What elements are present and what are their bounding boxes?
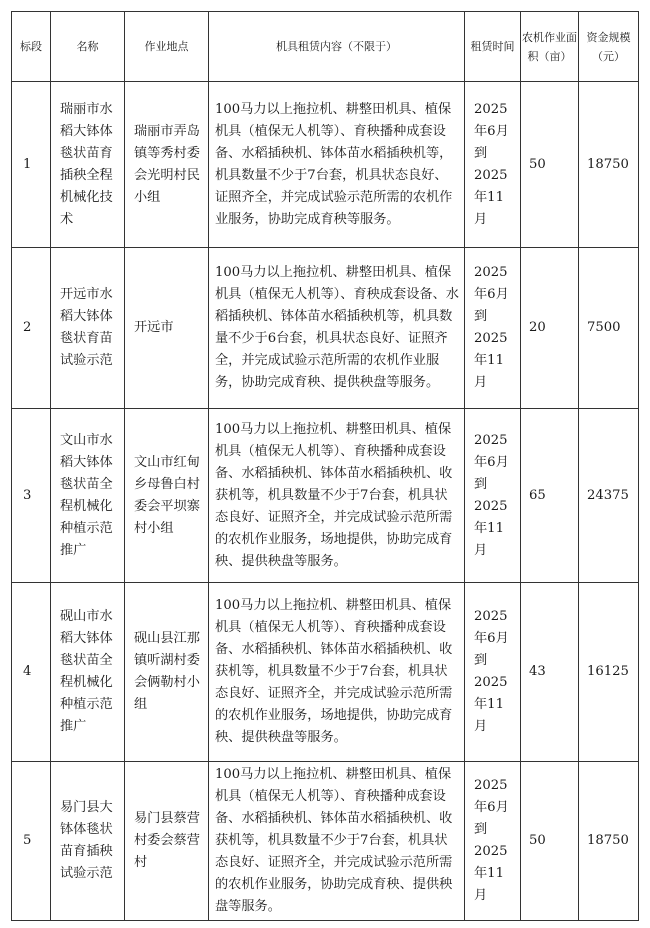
cell-fund: 18750 <box>579 82 639 248</box>
cell-location: 开远市 <box>125 248 209 409</box>
cell-index: 2 <box>12 248 51 409</box>
cell-fund: 24375 <box>579 409 639 583</box>
header-name: 名称 <box>51 12 125 82</box>
cell-period: 2025年6月到2025年11月 <box>465 82 521 248</box>
header-fund: 资金规模（元） <box>579 12 639 82</box>
cell-period: 2025年6月到2025年11月 <box>465 409 521 583</box>
table-row <box>12 248 639 409</box>
cell-location: 砚山县江那镇听湖村委会俩勒村小组 <box>125 583 209 762</box>
cell-fund: 16125 <box>579 583 639 762</box>
header-row <box>12 12 639 82</box>
cell-content: 100马力以上拖拉机、耕整田机具、植保机具（植保无人机等）、育秧播种成套设备、水稻插秧机、钵体苗水稻插秧机等，机具数量不少于7台套，机具状态良好、证照齐全，并完成试验示范所需的农机作业服务，协助完成育秧等服务。 <box>209 82 465 248</box>
cell-period: 2025年6月到2025年11月 <box>465 762 521 921</box>
header-section: 标段 <box>12 12 51 82</box>
cell-period: 2025年6月到2025年11月 <box>465 248 521 409</box>
cell-location: 文山市红甸乡母鲁白村委会平坝寨村小组 <box>125 409 209 583</box>
header-content: 机具租赁内容（不限于） <box>209 12 465 82</box>
cell-name: 文山市水稻大钵体毯状苗全程机械化种植示范推广 <box>51 409 125 583</box>
table-row <box>12 762 639 921</box>
header-location: 作业地点 <box>125 12 209 82</box>
cell-fund: 18750 <box>579 762 639 921</box>
cell-name: 砚山市水稻大钵体毯状苗全程机械化种植示范推广 <box>51 583 125 762</box>
cell-area: 50 <box>521 82 579 248</box>
cell-area: 50 <box>521 762 579 921</box>
header-period: 租赁时间 <box>465 12 521 82</box>
table-row <box>12 409 639 583</box>
cell-name: 开远市水稻大钵体毯状育苗试验示范 <box>51 248 125 409</box>
cell-area: 43 <box>521 583 579 762</box>
cell-name: 瑞丽市水稻大钵体毯状苗育插秧全程机械化技术 <box>51 82 125 248</box>
cell-content: 100马力以上拖拉机、耕整田机具、植保机具（植保无人机等）、育秧播种成套设备、水稻插秧机、钵体苗水稻插秧机、收获机等，机具数量不少于7台套，机具状态良好、证照齐全，并完成试验示范所需的农机作业服务，场地提供，协助完成育秧、提供秧盘等服务。 <box>209 409 465 583</box>
cell-index: 4 <box>12 583 51 762</box>
cell-index: 1 <box>12 82 51 248</box>
header-area: 农机作业面积（亩） <box>521 12 579 82</box>
cell-area: 65 <box>521 409 579 583</box>
cell-content: 100马力以上拖拉机、耕整田机具、植保机具（植保无人机等）、育秧播种成套设备、水稻插秧机、钵体苗水稻插秧机、收获机等，机具数量不少于7台套，机具状态良好、证照齐全，并完成试验示范所需的农机作业服务，协助完成育秧、提供秧盘等服务。 <box>209 762 465 921</box>
cell-index: 5 <box>12 762 51 921</box>
cell-fund: 7500 <box>579 248 639 409</box>
table-row <box>12 82 639 248</box>
cell-area: 20 <box>521 248 579 409</box>
cell-location: 瑞丽市弄岛镇等秀村委会光明村民小组 <box>125 82 209 248</box>
table-row <box>12 583 639 762</box>
cell-index: 3 <box>12 409 51 583</box>
cell-location: 易门县蔡营村委会蔡营村 <box>125 762 209 921</box>
procurement-table <box>11 11 639 921</box>
cell-period: 2025年6月到2025年11月 <box>465 583 521 762</box>
cell-content: 100马力以上拖拉机、耕整田机具、植保机具（植保无人机等）、育秧成套设备、水稻插秧机、钵体苗水稻插秧机等，机具数量不少于6台套，机具状态良好、证照齐全，并完成试验示范所需的农机作业服务，协助完成育秧、提供秧盘等服务。 <box>209 248 465 409</box>
cell-content: 100马力以上拖拉机、耕整田机具、植保机具（植保无人机等）、育秧播种成套设备、水稻插秧机、钵体苗水稻插秧机、收获机等，机具数量不少于7台套，机具状态良好、证照齐全，并完成试验示范所需的农机作业服务，场地提供，协助完成育秧、提供秧盘等服务。 <box>209 583 465 762</box>
cell-name: 易门县大钵体毯状苗育插秧试验示范 <box>51 762 125 921</box>
